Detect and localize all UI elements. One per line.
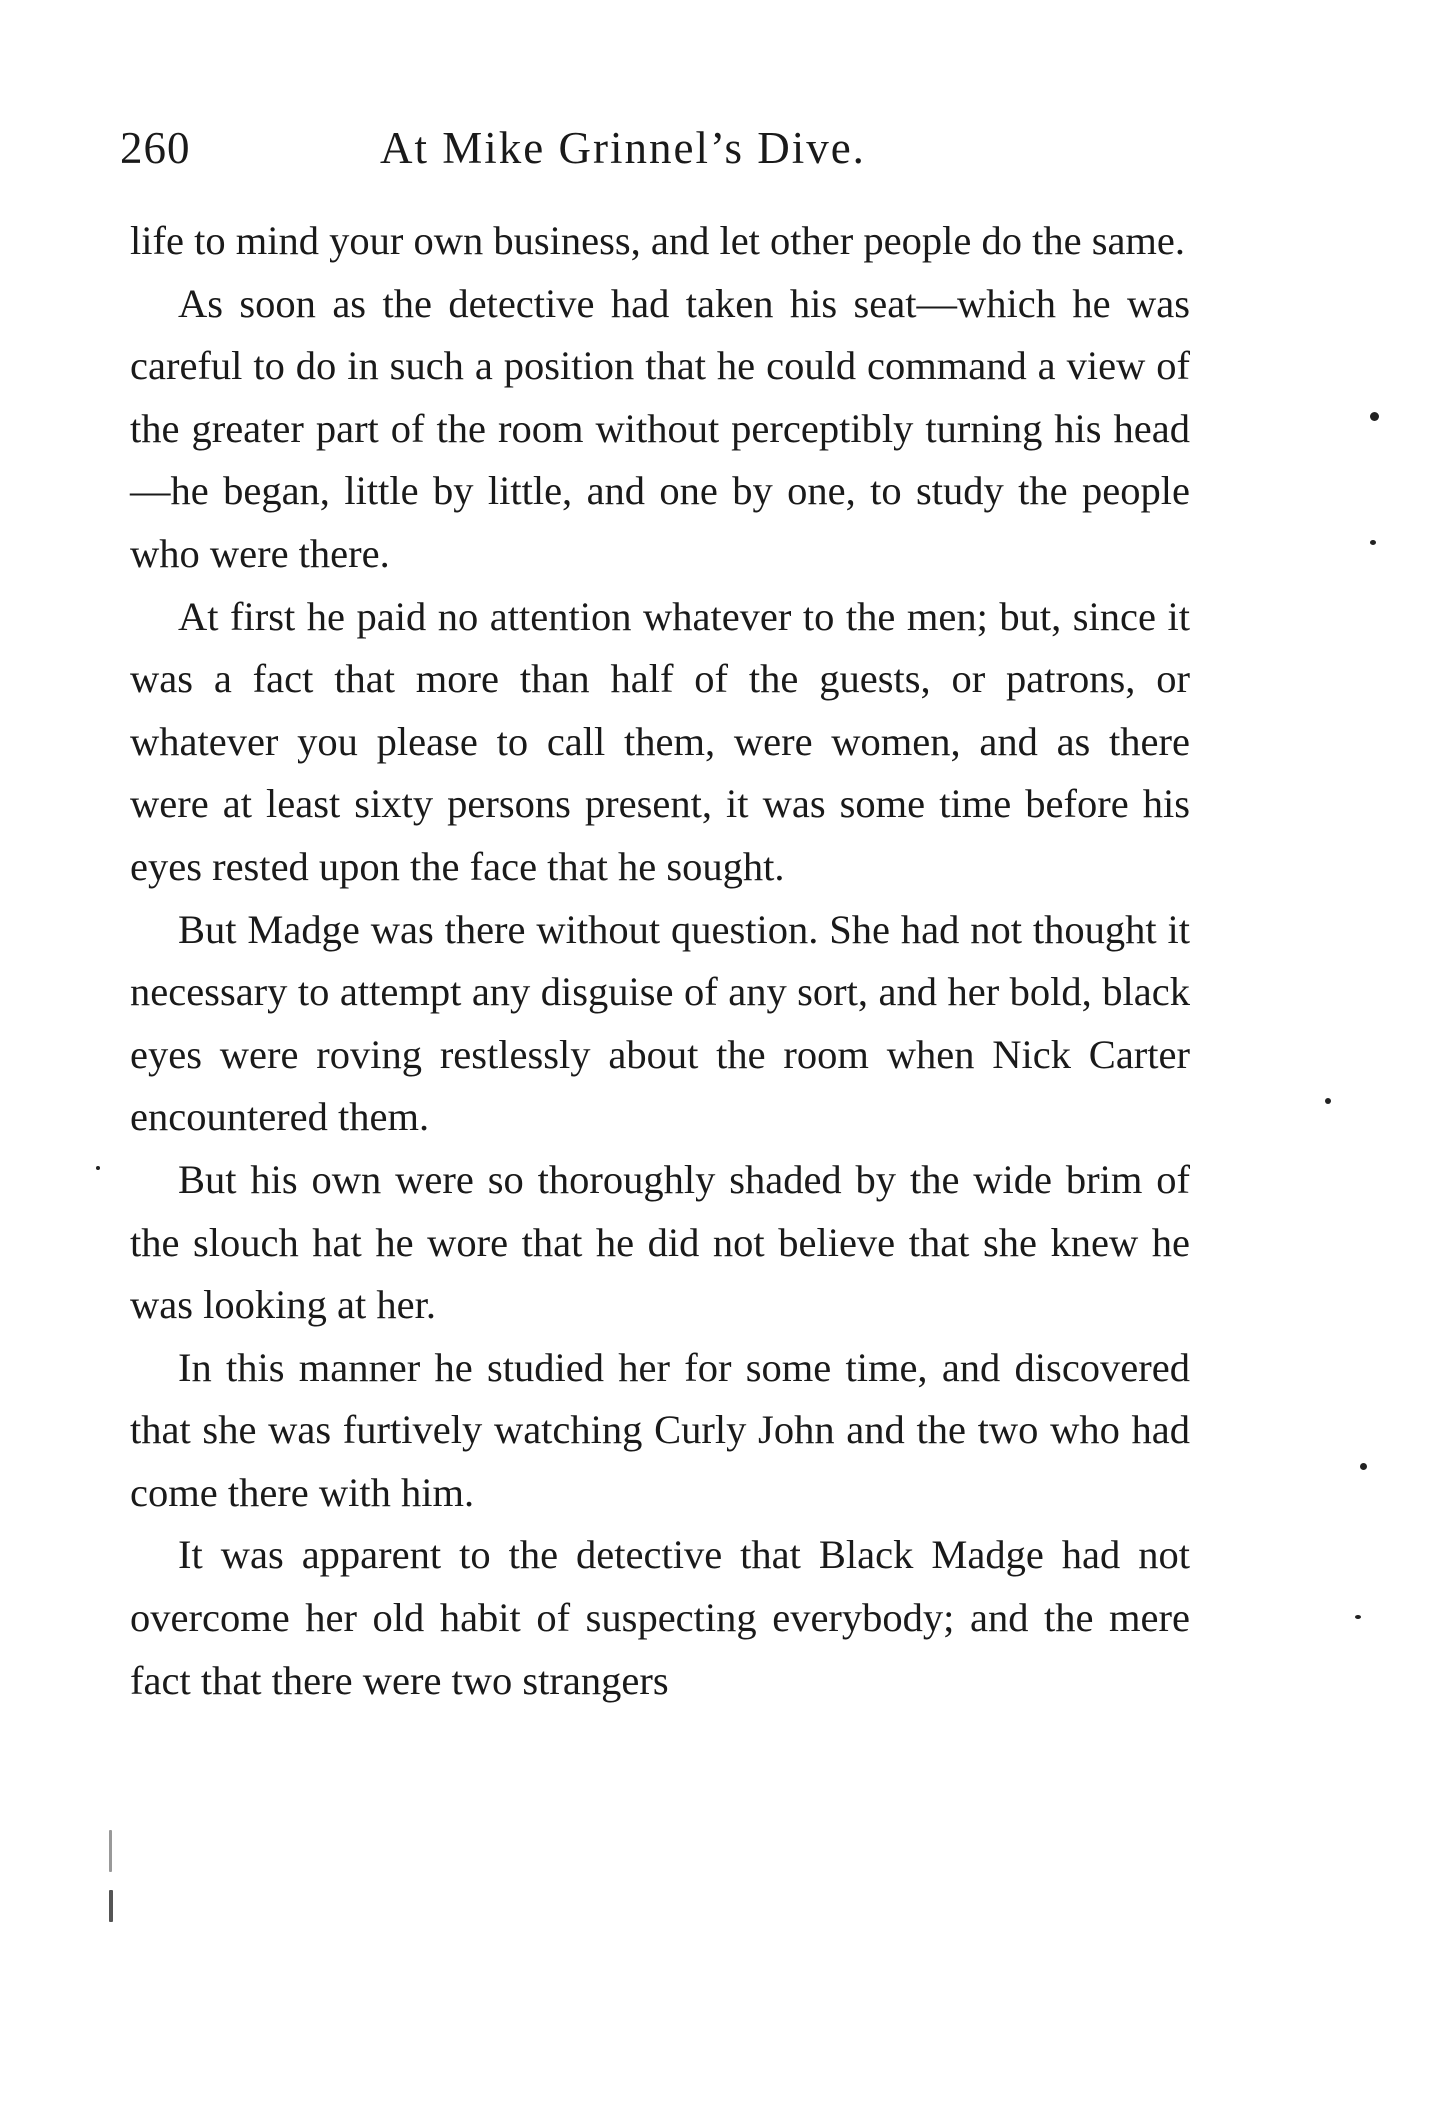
print-speck [96, 1166, 100, 1170]
paragraph: life to mind your own business, and let other people do the same. [130, 218, 1186, 263]
print-speck [1370, 412, 1379, 421]
body-text [130, 210, 1190, 1712]
print-speck [1370, 540, 1376, 545]
print-speck [109, 1830, 112, 1872]
page-header [120, 118, 1200, 178]
paragraph: It was apparent to the detective that Black Madge had not overcome her old habit of suspecting everybody; and the mere fact that there were two strangers [130, 1532, 1190, 1703]
paragraph: But his own were so thoroughly shaded by the wide brim of the slouch hat he wore that he did not believe that she knew he was looking at her. [130, 1156, 1190, 1328]
paragraph: As soon as the detective had taken his seat—which he was careful to do in such a position that he could command a view of the greater part of the room without perceptibly turning his head—he began, little by little, and one by one, to study the people who were there. [130, 280, 1190, 576]
print-speck [109, 1890, 113, 1922]
running-title: At Mike Grinnel’s Dive. [380, 123, 866, 173]
paragraph: In this manner he studied her for some time, and discovered that she was furtively watching Curly John and the two who had come there with him. [130, 1344, 1190, 1515]
print-speck [1325, 1098, 1331, 1104]
print-speck [1360, 1463, 1367, 1470]
page-number: 260 [120, 123, 191, 173]
print-speck [1355, 1615, 1361, 1619]
paragraph: At first he paid no attention whatever to the men; but, since it was a fact that more than half of the guests, or patrons, or whatever you please to call them, were women, and as there were at least sixty persons present, it was some time before his eyes rested upon the face that he sought. [130, 593, 1190, 889]
paragraph: But Madge was there without question. She had not thought it necessary to attempt any disguise of any sort, and her bold, black eyes were roving restlessly about the room when Nick Carter encountered them. [130, 906, 1190, 1140]
